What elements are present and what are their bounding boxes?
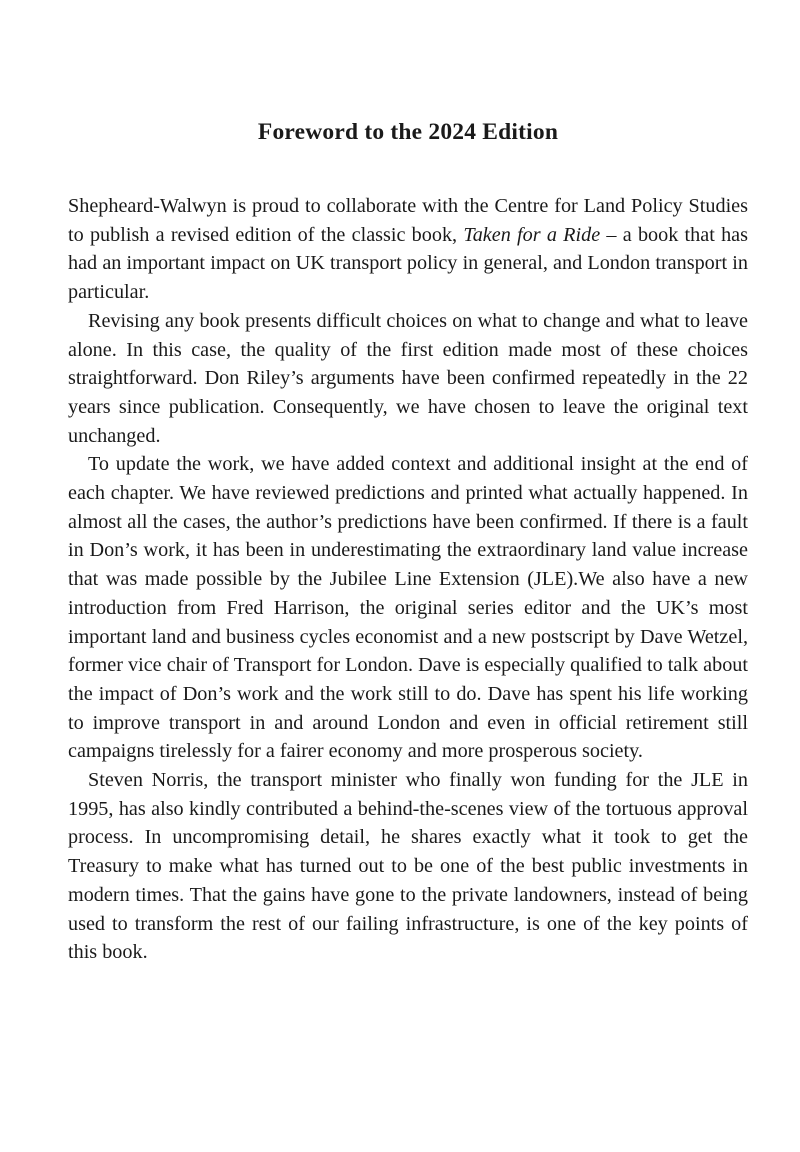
paragraph-3: To update the work, we have added context and additional insight at the end of each chapter. We have reviewed predictions and printed what actually happened. In almost all the cases, the author’s predictions have been confirmed. If there is a fault in Don’s work, it has been in underestimating the extraordinary land value increase that was made possible by the Jubilee Line Extension (JLE).We also have a new introduction from Fred Harrison, the original series editor and the UK’s most important land and business cycles economist and a new postscript by Dave Wetzel, former vice chair of Transport for London. Dave is especially qualified to talk about the impact of Don’s work and the work still to do. Dave has spent his life working to improve transport in and around London and even in official retirement still campaigns tirelessly for a fairer economy and more prosperous society. xyxy=(68,453,748,763)
paragraph-1-text-end: – a book that has had an important impact on UK transport policy in general, and London transport in particular. xyxy=(68,223,748,304)
paragraph-2: Revising any book presents difficult choices on what to change and what to leave alone. In this case, the quality of the first edition made most of these choices straightforward. Don Riley’s arguments have been confirmed repeatedly in the 22 years since publication. Consequently, we have chosen to leave the original text unchanged. xyxy=(68,309,748,447)
paragraph-1 xyxy=(68,192,748,307)
page-title: Foreword to the 2024 Edition xyxy=(257,119,559,145)
document-page xyxy=(68,117,748,967)
paragraph-4: Steven Norris, the transport minister who finally won funding for the JLE in 1995, has also kindly contributed a behind-the-scenes view of the tortuous approval process. In uncompromising detail, he shares exactly what it took to get the Treasury to make what has turned out to be one of the best public investments in modern times. That the gains have gone to the private landowners, instead of being used to transform the rest of our failing infrastructure, is one of the key points of this book. xyxy=(68,769,748,964)
paragraph-1-text-start: Shepheard-Walwyn is proud to collaborate with the Centre for Land Policy Studies to publish a revised edition of the classic book, xyxy=(68,195,748,246)
book-title-italic: Taken for a Ride xyxy=(463,223,601,246)
